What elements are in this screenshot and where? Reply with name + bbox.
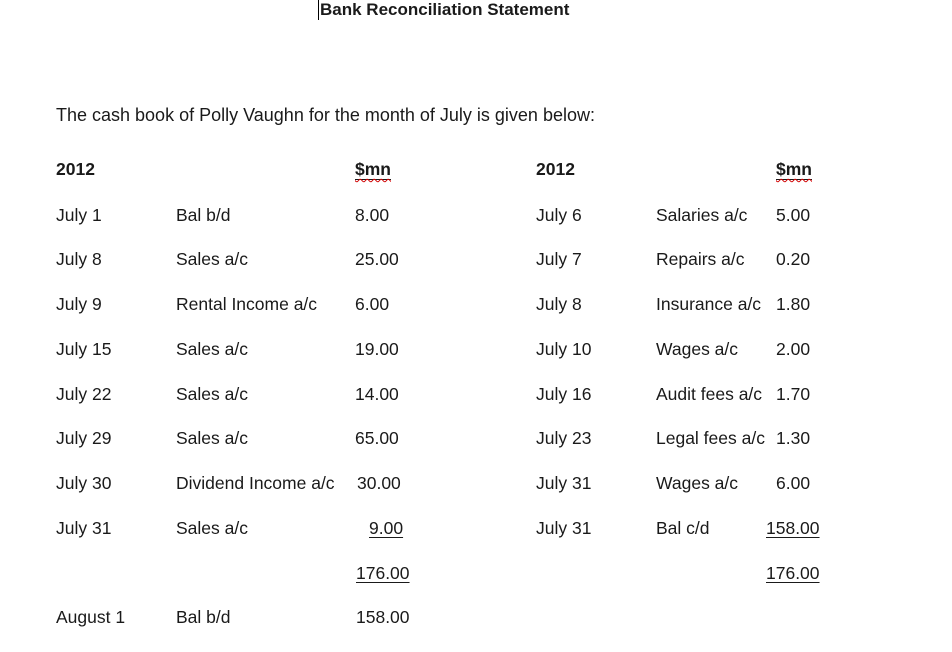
debit-account: Rental Income a/c bbox=[176, 294, 318, 314]
debit-account: Sales a/c bbox=[176, 249, 248, 269]
credit-date: July 16 bbox=[536, 384, 592, 404]
debit-amount: 9.00 bbox=[369, 518, 404, 538]
debit-date: July 1 bbox=[56, 205, 102, 225]
debit-amount: 25.00 bbox=[355, 249, 399, 269]
right-year-header: 2012 bbox=[536, 159, 575, 179]
debit-amount: 14.00 bbox=[355, 384, 399, 404]
carry-forward-amount: 158.00 bbox=[356, 607, 410, 627]
credit-account: Wages a/c bbox=[656, 473, 739, 493]
credit-date: July 31 bbox=[536, 518, 592, 538]
credit-account: Repairs a/c bbox=[656, 249, 745, 269]
debit-amount: 6.00 bbox=[355, 294, 390, 314]
debit-account: Bal b/d bbox=[176, 205, 231, 225]
debit-amount: 8.00 bbox=[355, 205, 390, 225]
credit-date: July 23 bbox=[536, 428, 592, 448]
credit-amount: 6.00 bbox=[776, 473, 811, 493]
debit-date: July 8 bbox=[56, 249, 102, 269]
credit-amount: 158.00 bbox=[766, 518, 820, 538]
right-amount-header-text: $mn bbox=[776, 159, 812, 179]
credit-amount: 0.20 bbox=[776, 249, 811, 269]
carry-forward-account: Bal b/d bbox=[176, 607, 231, 627]
right-amount-header bbox=[776, 158, 812, 180]
credit-total: 176.00 bbox=[766, 563, 820, 583]
credit-amount: 2.00 bbox=[776, 339, 811, 359]
debit-date: July 9 bbox=[56, 294, 102, 314]
credit-account: Audit fees a/c bbox=[656, 384, 763, 404]
debit-account: Dividend Income a/c bbox=[176, 473, 335, 493]
left-amount-header bbox=[355, 158, 391, 180]
credit-amount: 5.00 bbox=[776, 205, 811, 225]
credit-account: Legal fees a/c bbox=[656, 428, 765, 448]
debit-date: July 30 bbox=[56, 473, 112, 493]
debit-amount: 30.00 bbox=[357, 473, 401, 493]
debit-amount: 19.00 bbox=[355, 339, 399, 359]
document-title: Bank Reconciliation Statement bbox=[320, 0, 570, 19]
credit-date: July 6 bbox=[536, 205, 582, 225]
credit-date: July 8 bbox=[536, 294, 582, 314]
intro-paragraph: The cash book of Polly Vaughn for the month of July is given below: bbox=[56, 105, 595, 125]
debit-account: Sales a/c bbox=[176, 518, 248, 538]
debit-total: 176.00 bbox=[356, 563, 410, 583]
credit-account: Bal c/d bbox=[656, 518, 710, 538]
credit-amount: 1.30 bbox=[776, 428, 811, 448]
credit-amount: 1.70 bbox=[776, 384, 811, 404]
carry-forward-date: August 1 bbox=[56, 607, 126, 627]
debit-date: July 31 bbox=[56, 518, 112, 538]
left-year-header: 2012 bbox=[56, 159, 95, 179]
credit-date: July 10 bbox=[536, 339, 592, 359]
debit-account: Sales a/c bbox=[176, 384, 248, 404]
credit-account: Wages a/c bbox=[656, 339, 739, 359]
credit-date: July 31 bbox=[536, 473, 592, 493]
debit-amount: 65.00 bbox=[355, 428, 399, 448]
debit-account: Sales a/c bbox=[176, 428, 248, 448]
credit-date: July 7 bbox=[536, 249, 582, 269]
debit-account: Sales a/c bbox=[176, 339, 248, 359]
credit-amount: 1.80 bbox=[776, 294, 811, 314]
debit-date: July 29 bbox=[56, 428, 112, 448]
debit-date: July 22 bbox=[56, 384, 112, 404]
credit-account: Insurance a/c bbox=[656, 294, 762, 314]
debit-date: July 15 bbox=[56, 339, 112, 359]
credit-account: Salaries a/c bbox=[656, 205, 748, 225]
left-amount-header-text: $mn bbox=[355, 159, 391, 179]
